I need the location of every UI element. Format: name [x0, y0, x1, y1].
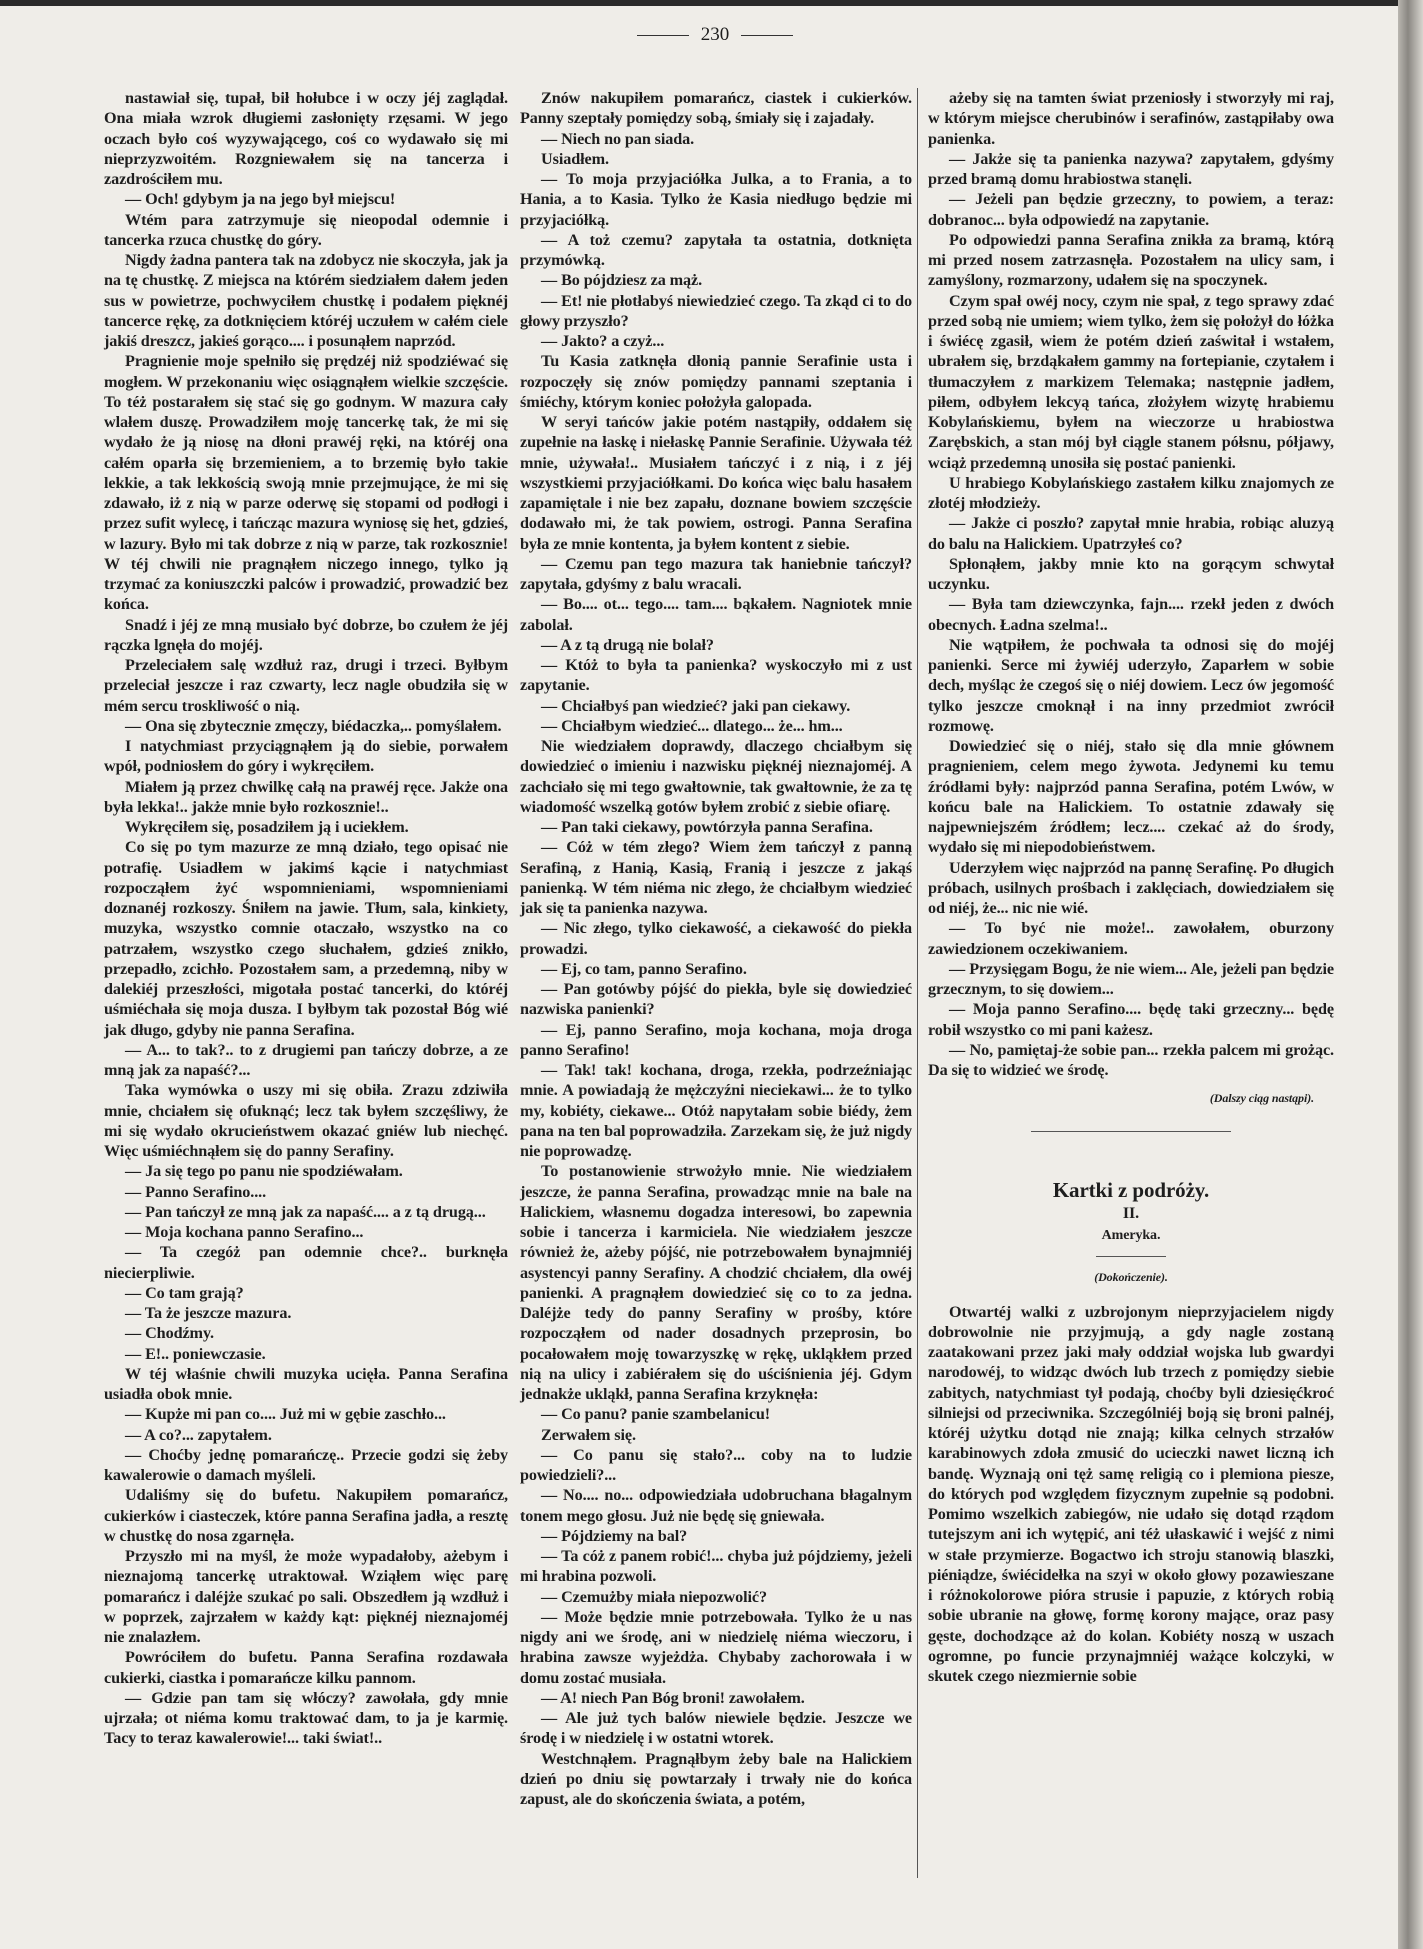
- column-divider: [917, 88, 918, 1878]
- paragraph: — Jakże się ta panienka nazywa? zapytałem, gdyśmy przed bramą domu hrabiostwa stanęli.: [928, 149, 1334, 188]
- paragraph: Udaliśmy się do bufetu. Nakupiłem pomarańcz, cukierków i ciasteczek, które panna Serafina jadła, a resztę w chustkę do nosa zgarnęła.: [104, 1486, 508, 1545]
- paragraph: Spłonąłem, jakby mnie kto na gorącym schwytał uczynku.: [928, 554, 1334, 593]
- subtitle-rule: [1096, 1256, 1166, 1257]
- paragraph: — Niech no pan siada.: [541, 129, 695, 148]
- paragraph: Po odpowiedzi panna Serafina znikła za bramą, którą mi przed nosem zatrzasnęła. Pozostałem na ulicy sam, i zamyślony, rozmarzony, udałem się na spoczynek.: [928, 230, 1334, 290]
- paragraph: — Chodźmy.: [125, 1324, 214, 1343]
- paragraph: — Chciałbym wiedzieć... dlatego... że... hm...: [541, 716, 843, 735]
- paragraph: ażeby się na tamten świat przeniosły i stworzyły mi raj, w którym miejsce cherubinów i serafinów, zastąpiłaby owa panienka.: [928, 89, 1334, 148]
- article-body: [928, 1302, 1334, 1687]
- paragraph: — Ta czegóż pan odemnie chce?.. burknęła niecierpliwie.: [104, 1243, 508, 1282]
- paragraph: — Choćby jednę pomarańczę.. Przecie godzi się żeby kawalerowie o damach myśleli.: [104, 1445, 508, 1484]
- paragraph: — Przysięgam Bogu, że nie wiem... Ale, jeżeli pan będzie grzecznym, to się dowiem...: [928, 959, 1334, 998]
- article-part: II.: [1122, 1204, 1140, 1222]
- article-separator: [1031, 1131, 1231, 1132]
- paragraph: — Była tam dziewczynka, fajn.... rzekł jeden z dwóch obecnych. Ładna szelma!..: [928, 595, 1334, 634]
- paragraph: — Bo.... ot... tego.... tam.... bąkałem. Nagniotek mnie zabolał.: [520, 595, 912, 634]
- paragraph: — To być nie może!.. zawołałem, oburzony zawiedzionem oczekiwaniem.: [928, 919, 1334, 958]
- paragraph: Miałem ją przez chwilkę całą na prawéj ręce. Jakże ona była lekka!.. jakże mnie było rozkosznie!..: [104, 777, 508, 816]
- paragraph: Westchnąłem. Pragnąłbym żeby bale na Halickiem dzień po dniu się powtarzały i trwały nie do końca zapust, ale do skończenia świata, a potém,: [520, 1749, 912, 1808]
- paragraph: — Jakże ci poszło? zapytał mnie hrabia, robiąc aluzyą do balu na Halickiem. Upatrzyłeś co?: [928, 514, 1334, 553]
- continuation-note: (Dalszy ciąg nastąpi).: [1209, 1091, 1314, 1106]
- article-subtitle: Ameryka.: [1101, 1228, 1161, 1243]
- article-note: (Dokończenie).: [1094, 1270, 1168, 1285]
- paragraph: — Gdzie pan tam się włóczy? zawołała, gdy mnie ujrzała; ot niéma komu traktować dam, to ja je karmię. Tacy to teraz kawalerowie!... taki świat!..: [104, 1688, 508, 1748]
- paragraph: — Kupże mi pan co.... Już mi w gębie zaschło...: [125, 1405, 446, 1424]
- paragraph: Dowiedzieć się o niéj, stało się dla mnie głównem pragnieniem, celem mego żywota. Jedynemi ku temu źródłami były: najprzód panna Serafina, potém Lwów, w końcu bale na Halickiem. To ostatnie zdawały się najpewniejszém źródłem; lecz.... czekać aż do środy, wydało się mi niepodobieństwem.: [928, 737, 1334, 857]
- column-1: [104, 88, 508, 1749]
- adjacent-page-edge: [1398, 0, 1423, 1949]
- paragraph: Nigdy żadna pantera tak na zdobycz nie skoczyła, jak ja na tę chustkę. Z miejsca na którém siedziałem dałem jeden sus w powietrze, pochwyciłem chustkę i podałem pięknéj tancerce rękę, za dotknięciem któréj uczułem w całém ciele jakiś dreszcz, jakieś gorąco.... i posunąłem naprzód.: [104, 251, 508, 350]
- paragraph: W téj właśnie chwili muzyka ucięła. Panna Serafina usiadła obok mnie.: [104, 1364, 508, 1403]
- paragraph: — Jeżeli pan będzie grzeczny, to powiem, a teraz: dobranoc... była odpowiedź na zapytanie.: [928, 190, 1334, 229]
- paragraph: Uderzyłem więc najprzód na pannę Serafinę. Po długich próbach, usilnych prośbach i zaklęciach, dowiedziałem się od niéj, że... nic nie wié.: [928, 858, 1334, 917]
- paragraph: — Pan taki ciekawy, powtórzyła panna Serafina.: [541, 818, 873, 836]
- paragraph: Taka wymówka o uszy mi się obiła. Zrazu zdziwiła mnie, chciałem się ofuknąć; lecz tak byłem szczęśliwy, że mi się wydało okrucieństwem okazać gniéw lub niechęć. Więc uśmiéchnąłem się do panny Serafiny.: [104, 1081, 508, 1160]
- paragraph: — Ale już tych balów niewiele będzie. Jeszcze we środę i w niedzielę i w ostatni wtorek.: [520, 1709, 912, 1748]
- paragraph: — E!.. poniewczasie.: [125, 1344, 266, 1363]
- paragraph: Zerwałem się.: [541, 1425, 636, 1444]
- paragraph: — No.... no... odpowiedziała udobruchana błagalnym tonem mego głosu. Już nie będę się gniewała.: [520, 1486, 912, 1525]
- paragraph: Powróciłem do bufetu. Panna Serafina rozdawała cukierki, ciastka i pomarańcze kilku pannom.: [104, 1648, 508, 1687]
- paragraph: — Pan tańczył ze mną jak za napaść.... a z tą drugą...: [125, 1202, 486, 1221]
- paragraph: Przyszło mi na myśl, że może wypadałoby, ażebym i nieznajomą tancerkę utraktował. Wziąłem więc parę pomarańcz i daléjże szukać po sali. Obszedłem ją wzdłuż i w poprzek, zajrzałem w każdy kąt: pięknéj nieznajoméj nie znalazłem.: [104, 1547, 508, 1646]
- paragraph: — Ta cóż z panem robić!... chyba już pójdziemy, jeżeli mi hrabina pozwoli.: [520, 1547, 912, 1586]
- paragraph: Pragnienie moje spełniło się prędzéj niż spodziéwać się mogłem. W przekonaniu więc osiągnąłem wielkie szczęście. To téż postarałem się stać się go godnym. W mazura cały wlałem duszę. Prowadziłem moję tancerkę tak, że mi się wydało że ją niosę na dłoni prawéj ręki, na któréj ona całém oparła się brzemieniem, a to brzemię było takie lekkie, a tak lekkością swoją mnie przejmujące, że mi się zdawało, iż z nią w parze oderwę się stopami od podłogi i przez sufit wylecę, i tańcząc mazura wyniosę się het, gdzieś, w lazury. Było mi tak dobrze z nią w parze, tak rozkosznie! W téj chwili nie pragnąłem niczego innego, tylko ją trzymać za koniuszczki palców i prowadzić, prowadzić bez końca.: [104, 352, 508, 614]
- column-2: [520, 88, 912, 1809]
- paragraph: — Ej, co tam, panno Serafino.: [541, 959, 747, 978]
- page-number: 230: [600, 24, 830, 46]
- paragraph: — Co panu? panie szambelanicu!: [541, 1405, 771, 1424]
- paragraph: nastawiał się, tupał, bił hołubce i w oczy jéj zaglądał. Ona miała wzrok długiemi zasłonięty rzęsami. W jego oczach było coś wyzywającego, coś co wydawało się mi nieprzyzwoitém. Rozgniewałem się na tancerza i zazdrościłem mu.: [104, 89, 508, 188]
- paragraph: — Czemużby miała niepozwolić?: [541, 1587, 767, 1606]
- paragraph: — A z tą drugą nie bolał?: [541, 635, 714, 654]
- paragraph: — Ej, panno Serafino, moja kochana, moja droga panno Serafino!: [520, 1020, 912, 1059]
- paragraph: Otwartéj walki z uzbrojonym nieprzyjacielem nigdy dobrowolnie nie przyjmują, a gdy nagle zostaną zaatakowani przez jaki mały oddział wojska lub gwardyi narodowéj, to widząc dwóch lub trzech z pomiędzy siebie zabitych, natychmiast tył podają, choćby byli dziesięćkroć silniejsi od przeciwnika. Szczególniéj boją się broni palnéj, któréj użytku dotąd nie znają; kilka celnych strzałów karabinowych zdoła zmusić do ucieczki nawet liczną ich bandę. Wyznają oni tęż samę religią co i plemiona piesze, do których pod względem fizycznym zupełnie są podobni. Pomimo wszelkich zabiegów, nie udało się dotąd rządom tutejszym ani ich wytępić, ani téż ułaskawić i wejść z nimi w stałe przymierze. Bogactwo ich stroju stanowią blaszki, piéniądze, świécidełka na szyi w około głowy pozawieszane i różnokolorowe pióra strusie i papuzie, z których robią sobie ubranie na głowę, formę korony mające, oraz pasy gęste, dochodzące aż do kolan. Kobiéty noszą w uszach ogromne, po funcie przynajmniéj ważące kolczyki, w skutek czego niezmiernie sobie: [928, 1302, 1334, 1685]
- paragraph: — Et! nie płotłabyś niewiedzieć czego. Ta zkąd ci to do głowy przyszło?: [520, 291, 912, 330]
- paragraph: — To moja przyjaciółka Julka, a to Frania, a to Hania, a to Kasia. Tylko że Kasia niedługo będzie mi przyjaciółką.: [520, 170, 912, 229]
- paragraph: — Ta że jeszcze mazura.: [125, 1304, 292, 1322]
- column-3: [928, 88, 1334, 1686]
- paragraph: Wtém para zatrzymuje się nieopodal odemnie i tancerka rzuca chustkę do góry.: [104, 210, 508, 249]
- paragraph: — A toż czemu? zapytała ta ostatnia, dotknięta przymówką.: [520, 230, 912, 269]
- paragraph: — Co tam grają?: [125, 1283, 244, 1302]
- page-top-edge: [0, 0, 1423, 6]
- paragraph: Usiadłem.: [541, 149, 609, 168]
- paragraph: — Może będzie mnie potrzebowała. Tylko że u nas nigdy ani we środę, ani w niedzielę niéma wieczoru, i hrabina zawsze wyjeżdża. Chybaby zachorowała i w domu zostać musiała.: [520, 1607, 912, 1687]
- paragraph: Tu Kasia zatknęła dłonią pannie Serafinie usta i rozpoczęły się znów pomiędzy pannami szeptania i śmiéchy, którym koniec położyła galopada.: [520, 352, 912, 411]
- paragraph: U hrabiego Kobylańskiego zastałem kilku znajomych ze złotéj młodzieży.: [928, 473, 1334, 512]
- paragraph: — Pan gotówby pójść do piekła, byle się dowiedzieć nazwiska panienki?: [520, 980, 912, 1019]
- paragraph: W seryi tańców jakie potém nastąpiły, oddałem się zupełnie na łaskę i niełaskę Pannie Serafinie. Używała téż mnie, używała!.. Musiałem tańczyć i z nią, i z jéj wszystkiemi przyjaciółkami. Do końca więc balu hasałem zapamiętale i nie bez zapału, doznane bowiem szczęście dodawało mi, że tak powiem, ostrogi. Panna Serafina była ze mnie kontenta, ja byłem kontent z siebie.: [520, 413, 912, 553]
- paragraph: — Pójdziemy na bal?: [541, 1526, 688, 1545]
- paragraph: Znów nakupiłem pomarańcz, ciastek i cukierków. Panny szeptały pomiędzy sobą, śmiały się i zajadały.: [520, 89, 912, 128]
- paragraph: — Jakto? a czyż...: [541, 332, 665, 350]
- story-continuation: [928, 88, 1334, 1080]
- paragraph: — Czemu pan tego mazura tak haniebnie tańczył? zapytała, gdyśmy z balu wracali.: [520, 554, 912, 593]
- paragraph: — Nic złego, tylko ciekawość, a ciekawość do piekła prowadzi.: [520, 919, 912, 958]
- paragraph: — Moja panno Serafino.... będę taki grzeczny... będę robił wszystko co mi pani każesz.: [928, 1000, 1334, 1039]
- paragraph: — Ona się zbytecznie zmęczy, biédaczka,.. pomyślałem.: [125, 716, 502, 735]
- paragraph: Czym spał owéj nocy, czym nie spał, z tego sprawy zdać przed sobą nie umiem; wiem tylko, żem się położył do łóżka i świécę zgasił, wiem że potém dzień zaświtał i wstałem, ubrałem się, brzdąkałem gammy na fortepianie, czytałem i tłumaczyłem z markizem Telemaka; następnie jadłem, piłem, odbyłem lekcyą tańca, złożyłem wizytę hrabiemu Kobylańskiemu, byłem na wieczorze u hrabiostwa Zarębskich, a stan mój był ciągle stanem półsnu, półjawy, wciąż przedemną unosiła się postać panienki.: [928, 291, 1334, 472]
- paragraph: — Tak! tak! kochana, droga, rzekła, podrzeźniając mnie. A powiadają że mężczyźni nieciekawi... że to tylko my, kobiéty, ciekawe... Otóż napytałam sobie biédy, żem pana na ten bal poprowadziła. Zarzekam się, że już nigdy nie poprowadzę.: [520, 1061, 912, 1160]
- paragraph: Wykręciłem się, posadziłem ją i uciekłem.: [125, 818, 409, 836]
- article-title: Kartki z podróży.: [1052, 1177, 1210, 1202]
- paragraph: — Cóż w tém złego? Wiem żem tańczył z panną Serafiną, z Hanią, Kasią, Franią i jeszcze z jakąś panienką. W tém niéma nic złego, że chciałbym wiedzieć jak się ta panienka nazywa.: [520, 838, 912, 917]
- paragraph: — Bo pójdziesz za mąż.: [541, 271, 703, 290]
- paragraph: Snadź i jéj ze mną musiało być dobrze, bo czułem że jéj rączka lgnęła do mojéj.: [104, 615, 508, 654]
- paragraph: — Chciałbyś pan wiedzieć? jaki pan ciekawy.: [541, 696, 851, 715]
- paragraph: — Ja się tego po panu nie spodziéwałam.: [125, 1162, 403, 1181]
- paragraph: To postanowienie strwożyło mnie. Nie wiedziałem jeszcze, że panna Serafina, prowadząc mnie na bale na Halickiem, własnemu dogadza interesowi, bo zapewnia sobie i tancerza i karmiciela. Nie wiedziałem jeszcze również że, ażeby pójść, nie potrzebowałem bynajmniéj asystencyi panny Serafiny. A chodzić chciałem, dla owéj panienki. A pragnąłem dowiedzieć się co to za jedna. Daléjże tedy do panny Serafiny w prośby, które rozpocząłem od nader dosadnych przeprosin, bo pocałowałem moję towarzyszkę w rękę, ukląkłem przed nią na ulicy i zabiérałem się do uściśnienia jéj. Gdym jednakże ukląkł, panna Serafina krzyknęła:: [520, 1162, 912, 1403]
- paragraph: Nie wątpiłem, że pochwała ta odnosi się do mojéj panienki. Serce mi żywiéj uderzyło, Zaparłem w sobie dech, myśląc że czegoś się o niéj dowiem. Lecz ów jegomość tylko jeszcze cmoknął i na inny przedmiot zwrócił rozmowę.: [928, 635, 1334, 735]
- paragraph: — Co panu się stało?... coby na to ludzie powiedzieli?...: [520, 1445, 912, 1484]
- paragraph: Nie wiedziałem doprawdy, dlaczego chciałbym się dowiedzieć o imieniu i nazwisku pięknéj nieznajoméj. A zachciało się mi tego gwałtownie, tak gwałtownie, że za tę wiadomość wszelką gotów byłem zrobić z siebie ofiarę.: [520, 737, 912, 816]
- paragraph: Co się po tym mazurze ze mną działo, tego opisać nie potrafię. Usiadłem w jakimś kącie i natychmiast rozpocząłem żyć wspomnieniami, wspomnieniami doznanéj rozkoszy. Śniłem na jawie. Tłum, sala, kinkiety, muzyka, wszystko comnie otaczało, wszystko na co patrzałem, wszystko czego słuchałem, gdzieś znikło, przepadło, zcichło. Pozostałem sam, a przedemną, niby w dalekiéj przeszłości, migotała postać tancerki, do któréj uśmiéchała się moja dusza. I byłbym tak pozostał Bóg wié jak długo, gdyby nie panna Serafina.: [104, 838, 508, 1039]
- paragraph: — A! niech Pan Bóg broni! zawołałem.: [541, 1688, 805, 1707]
- paragraph: — A... to tak?.. to z drugiemi pan tańczy dobrze, a ze mną jak za napaść?...: [104, 1040, 508, 1079]
- paragraph: — A co?... zapytałem.: [125, 1425, 272, 1444]
- paragraph: — Och! gdybym ja na jego był miejscu!: [125, 190, 396, 209]
- paragraph: — Któż to była ta panienka? wyskoczyło mi z ust zapytanie.: [520, 656, 912, 695]
- paragraph: Przeleciałem salę wzdłuż raz, drugi i trzeci. Byłbym przeleciał jeszcze i raz czwarty, lecz nagle obudziła się w mém sercu troskliwość o nią.: [104, 656, 508, 715]
- paragraph: — Moja kochana panno Serafino...: [125, 1223, 364, 1241]
- paragraph: — Panno Serafino....: [125, 1182, 267, 1201]
- paragraph: — No, pamiętaj-że sobie pan... rzekła palcem mi grożąc. Da się to widzieć we środę.: [928, 1040, 1334, 1079]
- paragraph: I natychmiast przyciągnąłem ją do siebie, porwałem wpół, podniosłem do góry i wykręciłem.: [104, 737, 508, 776]
